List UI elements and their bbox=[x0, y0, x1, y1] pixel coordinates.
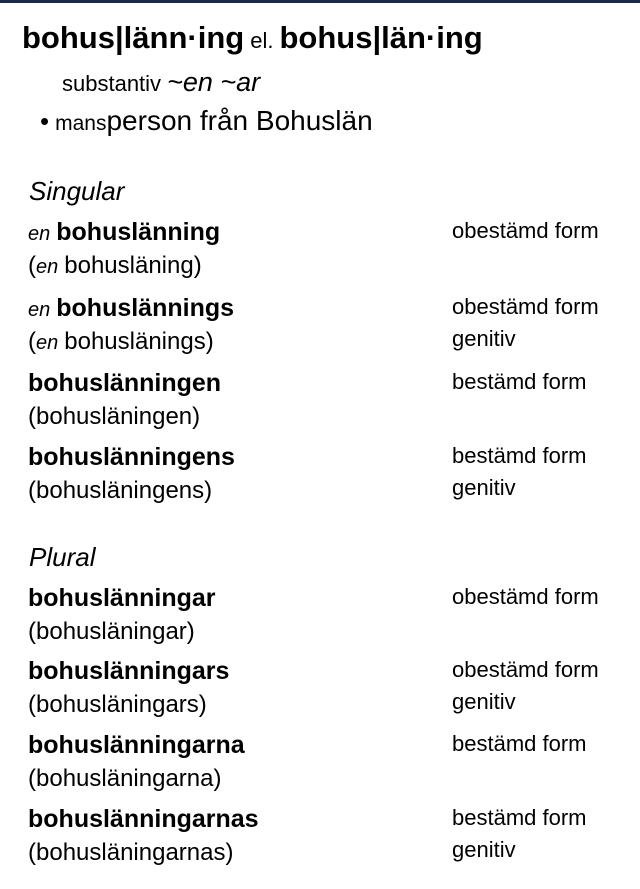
inflected-word: bohuslänningars bbox=[28, 657, 230, 685]
section-heading-plural: Plural bbox=[29, 542, 96, 572]
alt-article: en bbox=[36, 332, 59, 354]
inflected-word: bohuslänningarnas bbox=[28, 805, 259, 833]
inflection-pattern: ~en ~ar bbox=[167, 67, 261, 97]
alt-word: (bohusläningarnas) bbox=[28, 839, 234, 866]
alt-open-paren: ( bbox=[28, 252, 36, 279]
inflected-word: bohuslänning bbox=[56, 218, 221, 246]
alt-open-paren: ( bbox=[28, 328, 36, 355]
alt-article: en bbox=[36, 256, 59, 278]
form-main bbox=[28, 655, 229, 691]
article: en bbox=[28, 299, 51, 321]
section-heading-singular: Singular bbox=[29, 176, 125, 206]
inflection-row bbox=[28, 367, 628, 439]
bullet-icon: • bbox=[40, 106, 50, 136]
form-main bbox=[28, 216, 220, 252]
grammar-label: bestämd form bbox=[452, 805, 587, 830]
headword-line bbox=[22, 18, 483, 64]
form-main bbox=[28, 803, 259, 839]
grammar-line bbox=[62, 64, 260, 105]
inflected-word: bohuslänningarna bbox=[28, 731, 245, 759]
definition-line bbox=[40, 103, 373, 144]
form-alt bbox=[28, 837, 233, 869]
headword-connector: el. bbox=[250, 28, 274, 53]
form-main bbox=[28, 441, 235, 477]
alt-word: (bohusläningens) bbox=[28, 477, 213, 504]
grammar-case: genitiv bbox=[452, 475, 516, 500]
inflection-row bbox=[28, 216, 628, 288]
alt-word: (bohusläningar) bbox=[28, 618, 195, 645]
form-main bbox=[28, 582, 216, 618]
alt-word: bohuslänings) bbox=[64, 328, 214, 355]
form-alt bbox=[28, 250, 202, 283]
form-alt bbox=[28, 616, 195, 648]
inflection-row bbox=[28, 655, 628, 727]
grammar-label: bestämd form bbox=[452, 369, 587, 394]
inflection-row bbox=[28, 441, 628, 513]
form-alt bbox=[28, 401, 200, 433]
grammar-label: obestämd form bbox=[452, 657, 599, 682]
form-alt bbox=[28, 475, 212, 507]
definition-prefix: mans bbox=[55, 112, 107, 135]
article: en bbox=[28, 223, 51, 245]
form-main bbox=[28, 292, 234, 328]
inflected-word: bohuslännings bbox=[56, 294, 235, 322]
grammar-case: genitiv bbox=[452, 837, 516, 862]
inflected-word: bohuslänningar bbox=[28, 584, 216, 612]
form-main bbox=[28, 367, 221, 403]
inflected-word: bohuslänningen bbox=[28, 369, 222, 397]
grammar-case: genitiv bbox=[452, 326, 516, 351]
alt-word: (bohusläningen) bbox=[28, 403, 201, 430]
form-main bbox=[28, 729, 245, 765]
inflection-row bbox=[28, 292, 628, 364]
grammar-label: bestämd form bbox=[452, 443, 587, 468]
alt-word: (bohusläningars) bbox=[28, 691, 207, 718]
grammar-case: genitiv bbox=[452, 689, 516, 714]
grammar-label: obestämd form bbox=[452, 584, 599, 609]
grammar-label: bestämd form bbox=[452, 731, 587, 756]
alt-word: (bohusläningarna) bbox=[28, 765, 222, 792]
inflection-row bbox=[28, 582, 628, 654]
part-of-speech: substantiv bbox=[62, 71, 162, 96]
headword: bohus|länn·ing bbox=[22, 20, 245, 55]
inflected-word: bohuslänningens bbox=[28, 443, 235, 471]
form-alt bbox=[28, 689, 207, 721]
definition-text: person från Bohuslän bbox=[106, 105, 373, 136]
form-alt bbox=[28, 763, 221, 795]
grammar-label: obestämd form bbox=[452, 218, 599, 243]
inflection-row bbox=[28, 803, 628, 875]
grammar-label: obestämd form bbox=[452, 294, 599, 319]
top-bar bbox=[0, 0, 640, 3]
inflection-row bbox=[28, 729, 628, 801]
form-alt bbox=[28, 326, 214, 359]
headword-variant: bohus|län·ing bbox=[279, 20, 483, 55]
alt-word: bohusläning) bbox=[64, 252, 202, 279]
